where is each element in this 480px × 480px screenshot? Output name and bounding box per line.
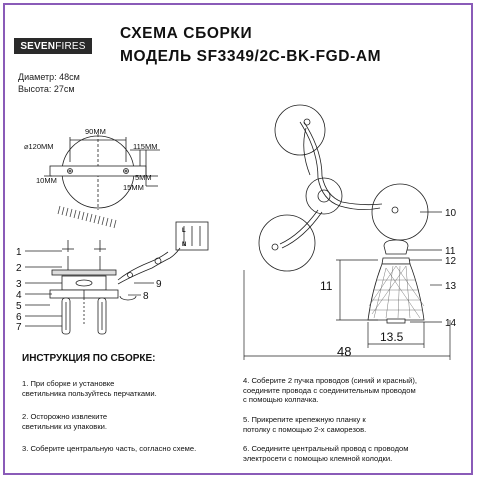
step-6-line-1: 6. Соедините центральный провод с проводом xyxy=(243,444,409,453)
dim-5-label: 5MM xyxy=(135,173,152,182)
dim-13-5-label: 13.5 xyxy=(380,330,404,344)
callout-7: 7 xyxy=(16,322,22,333)
callout-1: 1 xyxy=(16,247,22,258)
step-5-line-1: 5. Прикрепите крепежную планку к xyxy=(243,415,366,424)
spec-height: Высота: 27см xyxy=(18,84,75,94)
callout-2: 2 xyxy=(16,263,22,274)
step-6-line-2: электросети с помощью клемной колодки. xyxy=(243,453,393,463)
callout-10: 10 xyxy=(445,208,457,219)
dim-15-label: 15MM xyxy=(123,183,144,192)
callout-12: 12 xyxy=(445,256,457,267)
dim-48-label: 48 xyxy=(337,344,352,359)
dim-11-label: 11 xyxy=(320,279,333,293)
step-5-line-2: потолку с помощью 2-х саморезов. xyxy=(243,424,367,434)
callout-6: 6 xyxy=(16,312,22,323)
step-4-line-1: 4. Соберите 2 пучка проводов (синий и красный), xyxy=(243,376,418,385)
ceiling-hatch xyxy=(58,206,116,228)
exploded-assembly xyxy=(50,222,208,334)
doc-title: СХЕМА СБОРКИ xyxy=(120,25,253,42)
step-5 xyxy=(243,415,366,434)
dim-90-label: 90MM xyxy=(85,127,106,136)
step-3-line-1: 3. Соберите центральную часть, согласно схеме. xyxy=(22,444,197,453)
step-1-line-1: 1. При сборке и установке xyxy=(22,379,115,388)
callout-13: 13 xyxy=(445,281,457,292)
step-3 xyxy=(22,444,196,454)
logo-bold: SEVEN xyxy=(20,40,56,52)
step-1-line-2: светильника пользуйтесь перчатками. xyxy=(22,388,157,398)
wire-l-label: L xyxy=(182,228,186,234)
step-4 xyxy=(243,376,417,405)
spec-diameter: Диаметр: 48см xyxy=(18,72,80,82)
callout-8: 8 xyxy=(143,291,149,302)
callout-9: 9 xyxy=(156,279,162,290)
dim-120-label: ⌀120MM xyxy=(24,142,54,151)
model-title: МОДЕЛЬ SF3349/2C-BK-FGD-AM xyxy=(120,48,382,65)
step-4-line-2: соедините провода с соединительным проводом xyxy=(243,385,416,395)
step-6 xyxy=(243,444,409,463)
callout-5: 5 xyxy=(16,301,22,312)
step-2-line-1: 2. Осторожно извлеките xyxy=(22,412,108,421)
step-2 xyxy=(22,412,107,431)
shade-side-view xyxy=(368,240,424,323)
callout-11: 11 xyxy=(445,246,456,257)
step-4-line-3: с помощью колпачка. xyxy=(243,395,319,404)
logo-light: FIRES xyxy=(55,40,86,52)
dim-115-label: 115MM xyxy=(133,142,158,151)
callout-4: 4 xyxy=(16,290,22,301)
step-2-line-2: светильник из упаковки. xyxy=(22,421,107,431)
wire-n-label: N xyxy=(182,242,187,248)
callout-3: 3 xyxy=(16,279,22,290)
instructions-header: ИНСТРУКЦИЯ ПО СБОРКЕ: xyxy=(22,353,156,364)
dim-10-label: 10MM xyxy=(36,176,57,185)
callout-14: 14 xyxy=(445,318,457,329)
step-1 xyxy=(22,379,157,398)
